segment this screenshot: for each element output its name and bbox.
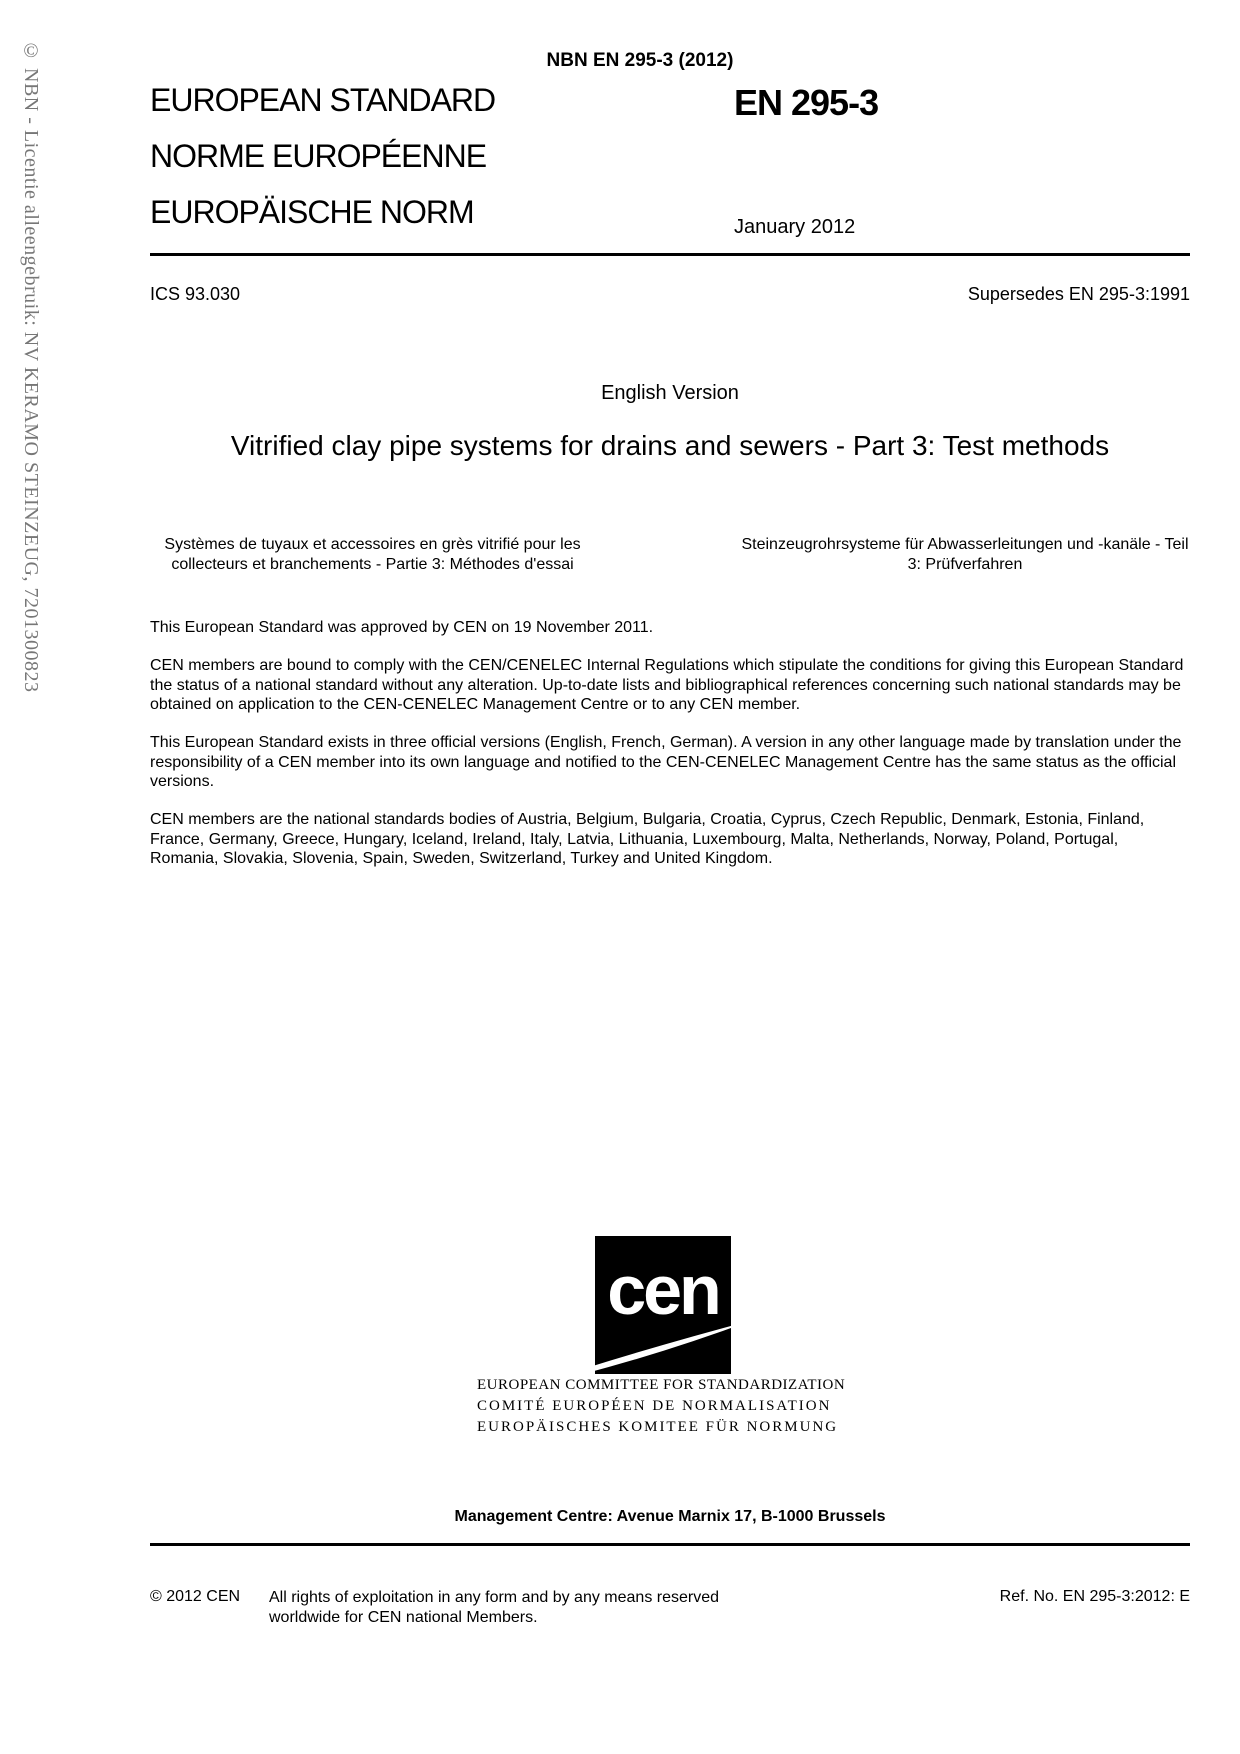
title-europaische-norm: EUROPÄISCHE NORM	[150, 194, 474, 230]
ics-code: ICS 93.030	[150, 284, 241, 304]
committee-name-en: EUROPEAN COMMITTEE FOR STANDARDIZATION	[477, 1377, 846, 1393]
license-watermark: © NBN - Licentie alleengebruik: NV KERAMO STEINZEUG, 7201300823	[20, 40, 42, 693]
approval-paragraph: This European Standard was approved by CEN on 19 November 2011.	[150, 619, 654, 636]
committee-name-de: EUROPÄISCHES KOMITEE FÜR NORMUNG	[477, 1419, 839, 1435]
versions-paragraph: This European Standard exists in three official versions (English, French, German). A version in any other language made by translation under the responsibility of a CEN member into its own language and notified to the CEN-CENELEC Management Centre has the same status as the official versions.	[150, 734, 1182, 790]
members-paragraph: CEN members are the national standards bodies of Austria, Belgium, Bulgaria, Croatia, Cyprus, Czech Republic, Denmark, Estonia, Finland, France, Germany, Greece, Hungary, Iceland, Ireland, Italy, Latvia, Lithuania, Luxembourg, Malta, Netherlands, Norway, Poland, Portugal, Romania, Slovakia, Slovenia, Spain, Sweden, Switzerland, Turkey and United Kingdom.	[150, 811, 1145, 867]
title-european-standard: EUROPEAN STANDARD	[150, 82, 496, 118]
supersedes-note: Supersedes EN 295-3:1991	[967, 284, 1190, 304]
rights-statement: All rights of exploitation in any form and by any means reserved worldwide for CEN national Members.	[269, 1589, 720, 1626]
cen-logo-text: cen	[607, 1251, 719, 1329]
committee-name-fr: COMITÉ EUROPÉEN DE NORMALISATION	[477, 1398, 832, 1414]
management-centre: Management Centre: Avenue Marnix 17, B-1000 Brussels	[454, 1508, 886, 1525]
document-title: Vitrified clay pipe systems for drains and sewers - Part 3: Test methods	[230, 430, 1110, 461]
footer-divider	[150, 1543, 1190, 1546]
nbn-reference: NBN EN 295-3 (2012)	[546, 50, 734, 71]
regulations-paragraph: CEN members are bound to comply with the CEN/CENELEC Internal Regulations which stipulate the conditions for giving this European Standard the status of a national standard without any alteration. Up-to-date lists and bibliographical references concerning such national standards may be obtained on application to the CEN-CENELEC Management Centre or to any CEN member.	[150, 657, 1184, 713]
version-label: English Version	[601, 382, 739, 404]
cen-logo	[583, 1236, 769, 1376]
reference-number: Ref. No. EN 295-3:2012: E	[999, 1588, 1190, 1605]
german-title: Steinzeugrohrsysteme für Abwasserleitungen und -kanäle - Teil 3: Prüfverfahren	[741, 536, 1189, 573]
standard-number: EN 295-3	[734, 82, 879, 123]
header-divider	[150, 253, 1190, 256]
copyright: © 2012 CEN	[150, 1588, 241, 1605]
title-norme-europeenne: NORME EUROPÉENNE	[150, 138, 487, 174]
french-title: Systèmes de tuyaux et accessoires en grès vitrifié pour les collecteurs et branchements - Partie 3: Méthodes d'essai	[164, 536, 581, 573]
publication-date: January 2012	[734, 216, 856, 238]
